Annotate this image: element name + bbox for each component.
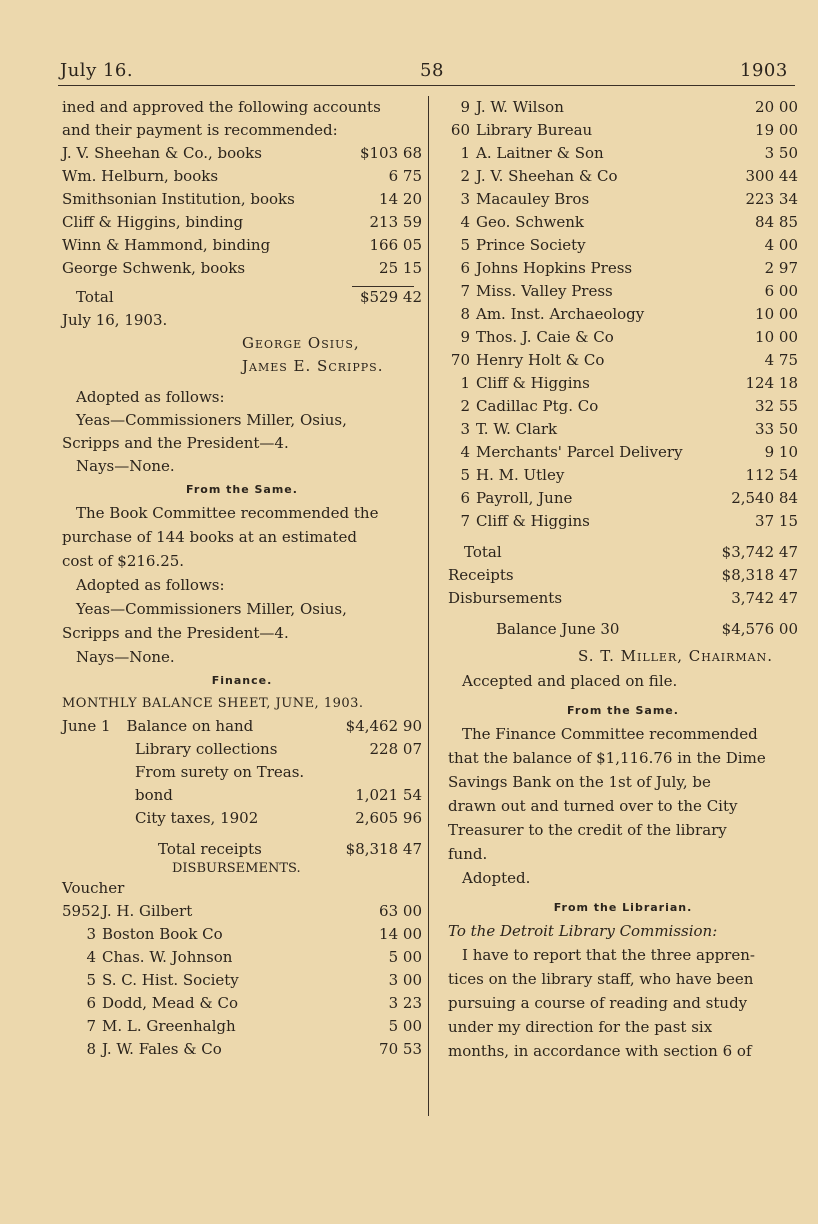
paragraph-line: tices on the library staff, who have been — [448, 970, 754, 988]
voucher-number: 9 — [460, 328, 470, 346]
voucher-row — [448, 188, 798, 211]
voucher-number: 4 — [460, 213, 470, 231]
balance-amount: 1,021 54 — [355, 786, 422, 804]
voucher-payee: T. W. Clark — [476, 420, 558, 438]
voucher-amount: 124 18 — [745, 374, 798, 392]
voucher-number: 1 — [460, 144, 470, 162]
account-label: Smithsonian Institution, books — [62, 190, 295, 208]
voucher-number: 6 — [86, 994, 96, 1012]
vote-line: Scripps and the President—4. — [62, 434, 289, 452]
account-amount: 25 15 — [379, 259, 422, 277]
voucher-list — [62, 900, 422, 1061]
section-heading: From the Librarian. — [553, 901, 693, 914]
date-line: July 16, 1903. — [62, 311, 168, 329]
balance-label: City taxes, 1902 — [135, 809, 259, 827]
voucher-number: 6 — [460, 489, 470, 507]
voucher-amount: 2 97 — [764, 259, 798, 277]
voucher-amount: 223 34 — [745, 190, 798, 208]
balance-date: June 1 — [62, 717, 111, 735]
voucher-payee: J. V. Sheehan & Co — [476, 167, 618, 185]
voucher-amount: 20 00 — [755, 98, 798, 116]
voucher-payee: Payroll, June — [476, 489, 573, 507]
voucher-number: 5 — [460, 236, 470, 254]
account-label: J. V. Sheehan & Co., books — [62, 144, 262, 162]
voucher-number: 4 — [460, 443, 470, 461]
account-row — [62, 142, 422, 165]
right-column — [448, 96, 798, 1063]
balance-sheet-title: MONTHLY BALANCE SHEET, JUNE, 1903. — [62, 696, 364, 711]
voucher-payee: J. W. Fales & Co — [102, 1040, 222, 1058]
voucher-row — [448, 510, 798, 533]
balance-label: From surety on Treas. — [135, 763, 305, 781]
adopted-line: Adopted. — [462, 869, 531, 887]
section-heading: Finance. — [211, 674, 273, 687]
voucher-row — [62, 969, 422, 992]
voucher-payee: Boston Book Co — [102, 925, 223, 943]
paragraph-line: The Finance Committee recommended — [462, 725, 758, 743]
voucher-row — [62, 923, 422, 946]
receipts-row: Receipts $8,318 47 — [448, 566, 798, 584]
voucher-amount: 3 50 — [764, 144, 798, 162]
voucher-row — [448, 96, 798, 119]
voucher-amount: 112 54 — [745, 466, 798, 484]
voucher-row — [448, 257, 798, 280]
paragraph-line: drawn out and turned over to the City — [448, 797, 738, 815]
voucher-row — [62, 900, 422, 923]
voucher-row — [448, 119, 798, 142]
vote-line: Yeas—Commissioners Miller, Osius, — [76, 411, 347, 429]
adoption-line: Adopted as follows: — [76, 388, 225, 406]
signature: James E. Scripps. — [242, 357, 384, 375]
accepted-line: Accepted and placed on file. — [462, 672, 678, 690]
account-label: Wm. Helburn, books — [62, 167, 219, 185]
voucher-payee: J. H. Gilbert — [102, 902, 193, 920]
vote-line: Nays—None. — [76, 457, 175, 475]
voucher-amount: 3 23 — [388, 994, 422, 1012]
voucher-amount: 14 00 — [379, 925, 422, 943]
signature: George Osius, — [242, 334, 360, 352]
voucher-amount: 33 50 — [755, 420, 798, 438]
paragraph-line: cost of $216.25. — [62, 552, 185, 570]
column-divider — [428, 96, 429, 1116]
voucher-payee: Chas. W. Johnson — [102, 948, 233, 966]
chairman-signature: S. T. Miller, Chairman. — [578, 647, 774, 665]
voucher-payee: Cliff & Higgins — [476, 512, 590, 530]
paragraph-line: The Book Committee recommended the — [76, 504, 379, 522]
voucher-payee: Macauley Bros — [476, 190, 590, 208]
voucher-amount: 5 00 — [388, 948, 422, 966]
account-amount: 166 05 — [369, 236, 422, 254]
balance-label: bond — [135, 786, 173, 804]
voucher-number: 8 — [460, 305, 470, 323]
paragraph-line: months, in accordance with section 6 of — [448, 1042, 752, 1060]
account-label: Cliff & Higgins, binding — [62, 213, 244, 231]
voucher-number: 7 — [460, 282, 470, 300]
accounts-list — [62, 142, 422, 280]
balance-row — [62, 761, 422, 784]
voucher-payee: Johns Hopkins Press — [476, 259, 633, 277]
voucher-amount: 63 00 — [379, 902, 422, 920]
voucher-payee: H. M. Utley — [476, 466, 565, 484]
balance-list — [62, 715, 422, 830]
voucher-number: 7 — [86, 1017, 96, 1035]
voucher-amount: 6 00 — [764, 282, 798, 300]
voucher-payee: Dodd, Mead & Co — [102, 994, 238, 1012]
section-heading: From the Same. — [567, 704, 679, 717]
paragraph-line: Savings Bank on the 1st of July, be — [448, 773, 711, 791]
account-row — [62, 257, 422, 280]
voucher-number: 8 — [86, 1040, 96, 1058]
voucher-row — [62, 1038, 422, 1061]
voucher-payee: M. L. Greenhalgh — [102, 1017, 236, 1035]
voucher-number: 3 — [460, 190, 470, 208]
voucher-number: 3 — [460, 420, 470, 438]
voucher-number: 2 — [460, 397, 470, 415]
account-amount: 213 59 — [369, 213, 422, 231]
voucher-number: 1 — [460, 374, 470, 392]
section-heading: From the Same. — [186, 483, 298, 496]
voucher-number: 70 — [450, 351, 470, 369]
voucher-payee: Thos. J. Caie & Co — [476, 328, 614, 346]
voucher-row — [448, 165, 798, 188]
balance-label: Balance on hand — [126, 717, 254, 735]
paragraph-line: I have to report that the three appren- — [462, 946, 755, 964]
voucher-number: 60 — [450, 121, 470, 139]
voucher-number: 4 — [86, 948, 96, 966]
voucher-amount: 37 15 — [755, 512, 798, 530]
balance-row: Balance June 30 $4,576 00 — [496, 620, 798, 638]
total-row: Total $3,742 47 — [464, 543, 798, 561]
total-row: Total $529 42 — [76, 288, 422, 306]
voucher-number: 5 — [86, 971, 96, 989]
account-row — [62, 165, 422, 188]
voucher-amount: 4 75 — [764, 351, 798, 369]
voucher-row — [448, 418, 798, 441]
voucher-number: 2 — [460, 167, 470, 185]
balance-amount: 2,605 96 — [355, 809, 422, 827]
voucher-row — [448, 441, 798, 464]
voucher-amount: 84 85 — [755, 213, 798, 231]
voucher-number: 3 — [86, 925, 96, 943]
paragraph-line: pursuing a course of reading and study — [448, 994, 748, 1012]
total-receipts-row: Total receipts $8,318 47 — [158, 840, 422, 858]
paragraph-line: ined and approved the following accounts — [62, 98, 381, 116]
voucher-amount: 3 00 — [388, 971, 422, 989]
paragraph-line: that the balance of $1,116.76 in the Dime — [448, 749, 766, 767]
voucher-row — [448, 280, 798, 303]
balance-row — [62, 807, 422, 830]
balance-row — [62, 784, 422, 807]
voucher-row — [448, 142, 798, 165]
paragraph-line: Treasurer to the credit of the library — [448, 821, 727, 839]
voucher-row — [448, 487, 798, 510]
voucher-payee: Prince Society — [476, 236, 586, 254]
balance-row — [62, 738, 422, 761]
voucher-payee: Library Bureau — [476, 121, 593, 139]
vote-line: Nays—None. — [76, 648, 175, 666]
balance-amount: 228 07 — [369, 740, 422, 758]
account-row — [62, 211, 422, 234]
voucher-row — [448, 349, 798, 372]
voucher-amount: 19 00 — [755, 121, 798, 139]
vote-line: Scripps and the President—4. — [62, 624, 289, 642]
paragraph-line: and their payment is recommended: — [62, 121, 338, 139]
voucher-row — [448, 211, 798, 234]
voucher-amount: 5 00 — [388, 1017, 422, 1035]
voucher-amount: 9 10 — [764, 443, 798, 461]
vote-line: Yeas—Commissioners Miller, Osius, — [76, 600, 347, 618]
voucher-amount: 2,540 84 — [731, 489, 798, 507]
voucher-payee: S. C. Hist. Society — [102, 971, 239, 989]
balance-row — [62, 715, 422, 738]
account-amount: $103 68 — [359, 144, 422, 162]
voucher-payee: Am. Inst. Archaeology — [476, 305, 645, 323]
balance-amount: $4,462 90 — [345, 717, 422, 735]
voucher-payee: Miss. Valley Press — [476, 282, 613, 300]
voucher-payee: A. Laitner & Son — [476, 144, 604, 162]
paragraph-line: under my direction for the past six — [448, 1018, 713, 1036]
voucher-row — [62, 992, 422, 1015]
account-amount: 14 20 — [379, 190, 422, 208]
voucher-amount: 300 44 — [745, 167, 798, 185]
account-row — [62, 234, 422, 257]
voucher-number: 5952 — [62, 902, 101, 920]
voucher-row — [448, 326, 798, 349]
header-date: July 16. — [60, 60, 134, 81]
account-amount: 6 75 — [388, 167, 422, 185]
account-label: Winn & Hammond, binding — [62, 236, 271, 254]
salutation: To the Detroit Library Commission: — [448, 922, 718, 940]
voucher-row — [62, 946, 422, 969]
account-row — [62, 188, 422, 211]
voucher-number: 9 — [460, 98, 470, 116]
header-year: 1903 — [740, 60, 788, 81]
voucher-payee: Cadillac Ptg. Co — [476, 397, 599, 415]
voucher-number: 5 — [460, 466, 470, 484]
voucher-amount: 10 00 — [755, 305, 798, 323]
voucher-number: 7 — [460, 512, 470, 530]
voucher-row — [448, 372, 798, 395]
disbursements-heading: DISBURSEMENTS. — [172, 861, 301, 876]
voucher-row — [448, 395, 798, 418]
left-column — [62, 96, 422, 1061]
voucher-amount: 4 00 — [764, 236, 798, 254]
voucher-row — [448, 464, 798, 487]
voucher-amount: 70 53 — [379, 1040, 422, 1058]
voucher-list — [448, 96, 798, 533]
paragraph-line: fund. — [448, 845, 488, 863]
voucher-heading: Voucher — [62, 879, 125, 897]
balance-label: Library collections — [135, 740, 278, 758]
header-rule — [58, 85, 795, 86]
paragraph-line: purchase of 144 books at an estimated — [62, 528, 357, 546]
voucher-row — [448, 234, 798, 257]
page-number: 58 — [420, 60, 444, 81]
account-label: George Schwenk, books — [62, 259, 246, 277]
voucher-amount: 10 00 — [755, 328, 798, 346]
voucher-row — [448, 303, 798, 326]
voucher-payee: Cliff & Higgins — [476, 374, 590, 392]
voucher-payee: J. W. Wilson — [476, 98, 564, 116]
adoption-line: Adopted as follows: — [76, 576, 225, 594]
voucher-payee: Geo. Schwenk — [476, 213, 584, 231]
disbursements-row: Disbursements 3,742 47 — [448, 589, 798, 607]
voucher-number: 6 — [460, 259, 470, 277]
voucher-row — [62, 1015, 422, 1038]
voucher-payee: Henry Holt & Co — [476, 351, 605, 369]
voucher-amount: 32 55 — [755, 397, 798, 415]
voucher-payee: Merchants' Parcel Delivery — [476, 443, 683, 461]
